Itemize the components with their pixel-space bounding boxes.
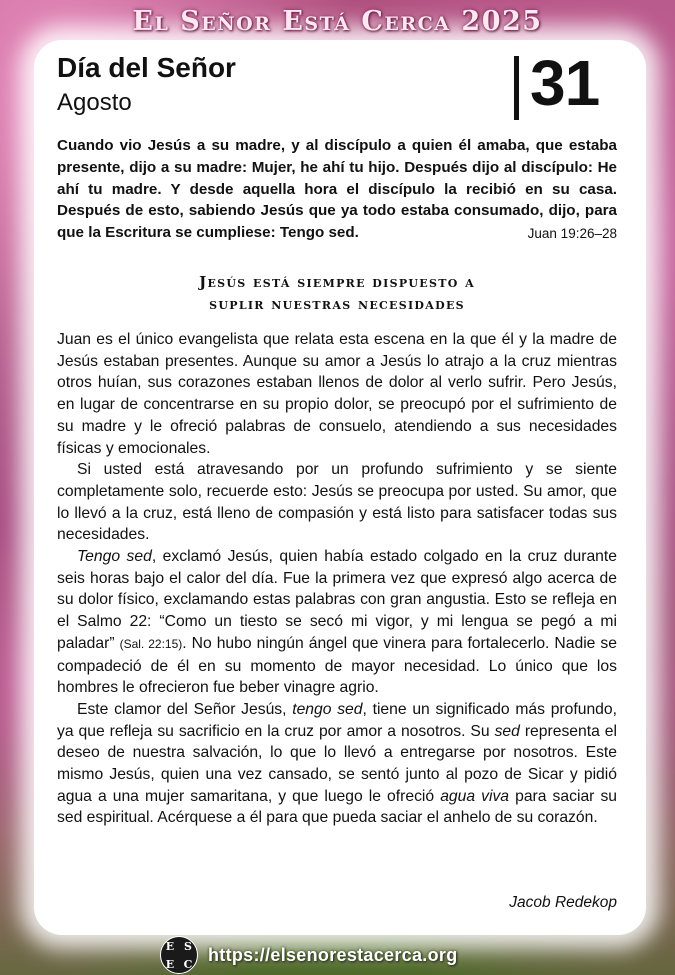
paragraph-4-italic-1: tengo sed (292, 700, 363, 718)
ESEC-logo-icon (160, 936, 198, 974)
series-title: El Señor Está Cerca 2025 (132, 6, 543, 37)
paragraph-3 (57, 546, 617, 699)
logo-letter-2: S (184, 939, 192, 953)
day-number: 31 (530, 47, 600, 119)
logo-letter-4: C (183, 957, 193, 971)
paragraph-1: Juan es el único evangelista que relata esta escena en la que él y la madre de Jesús estaban presentes. Aunque su amor a Jesús lo atrajo a la cruz mientras otros huían, sus corazones estaban llenos de dolor al verlo sufrir. Pero Jesús, en lugar de concentrarse en su propio dolor, se preocupó por el sufrimiento de su madre y le ofreció palabras de consuelo, atendiendo a sus necesidades físicas y emocionales. (57, 331, 617, 457)
paragraph-2: Si usted está atravesando por un profundo sufrimiento y se siente completamente solo, recuerde esto: Jesús se preocupa por usted. Su amor, que lo llevó a la cruz, está lleno de compasión y está listo para satisfacer todas sus necesidades. (57, 461, 617, 544)
day-title: Día del Señor (57, 52, 236, 83)
paragraph-4 (57, 699, 617, 829)
month-label: Agosto (57, 89, 132, 116)
subtitle-line-2: suplir nuestras necesidades (209, 295, 465, 313)
paragraph-4-text-c: representa el deseo de nuestra salvación, lo que lo llevó a entregarse por nosotros. Este mismo Jesús, quien una vez cansado, se sentó junto al pozo de Sicar y pidió agua a una mujer samaritana, y que luego le ofreció (57, 722, 617, 805)
author-name: Jacob Redekop (509, 894, 617, 911)
footer (160, 937, 457, 973)
devotional-body (57, 329, 617, 829)
paragraph-4-italic-2: sed (494, 722, 520, 740)
paragraph-3-text-a: , exclamó Jesús, quien había estado colgado en la cruz durante seis horas bajo el calor del día. Fue la primera vez que expresó algo acerca de su dolor físico, exclamando estas palabras con gran angustia. Esto se refleja en el Salmo 22: “Como un tiesto se secó mi vigor, y mi lengua se pegó a mi paladar” (57, 548, 617, 652)
bible-verse (57, 135, 617, 245)
subtitle-line-1: Jesús está siempre dispuesto a (199, 273, 475, 291)
paragraph-3-text-b: . No hubo ningún ángel que vinera para fortalecerlo. Nadie se compadeció de él en su momento de mayor necesidad. Lo único que los hombres le ofrecieron fue beber vinagre agrio. (57, 634, 617, 697)
verse-text: Cuando vio Jesús a su madre, y al discípulo a quien él amaba, que estaba presente, dijo a su madre: Mujer, he ahí tu hijo. Después dijo al discípulo: He ahí tu madre. Y desde aquella hora el discípulo la recibió en su casa. Después de esto, sabiendo Jesús que ya todo estaba consumado, dijo, para que la Escritura se cumpliese: Tengo sed. (57, 137, 617, 242)
psalm-reference: (Sal. 22:15) (119, 636, 183, 651)
paragraph-4-text-b: , tiene un significado más profundo, ya que refleja su sacrificio en la cruz por amor a nosotros. Su (57, 700, 617, 740)
logo-letter-1: E (165, 939, 175, 953)
devotional-subtitle (57, 271, 617, 315)
paragraph-4-text-d: para saciar su sed espiritual. Acérquese a él para que pueda saciar el anhelo de su corazón. (57, 787, 618, 827)
paragraph-4-italic-3: agua viva (440, 787, 510, 805)
paragraph-4-text-a: Este clamor del Señor Jesús, (77, 700, 293, 718)
logo-letter-3: E (165, 957, 175, 971)
verse-reference: Juan 19:26–28 (527, 226, 617, 242)
date-divider (514, 56, 519, 120)
website-link[interactable]: https://elsenorestacerca.org (208, 944, 458, 965)
paragraph-3-italic: Tengo sed (77, 548, 152, 566)
